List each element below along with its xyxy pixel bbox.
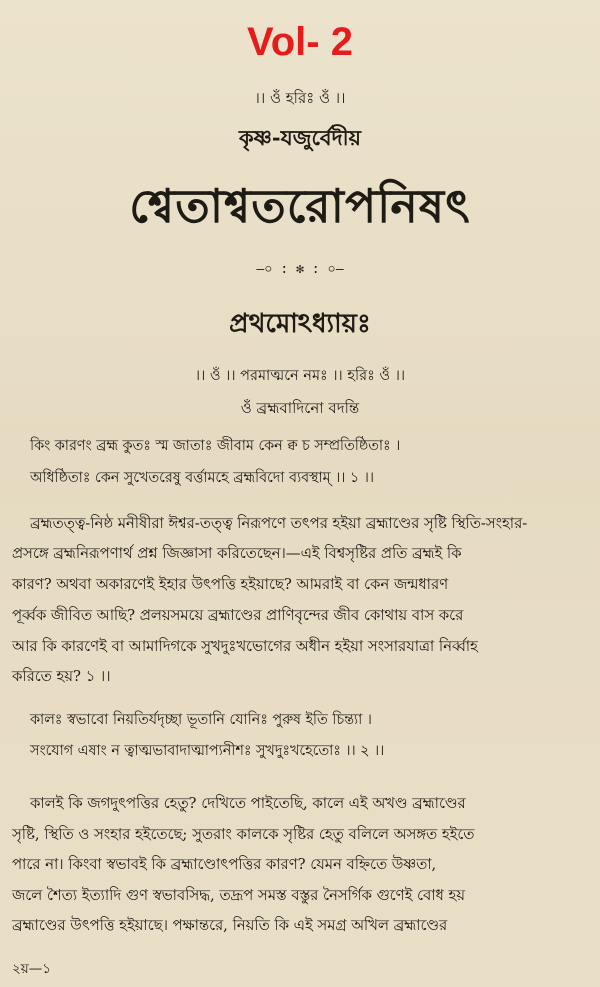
volume-label: Vol- 2 (247, 20, 353, 64)
chapter-heading: প্রথমোঽধ্যায়ঃ (229, 309, 371, 339)
verse-line: কালঃ স্বভাবো নিয়তির্যদৃচ্ছা ভূতানি যোনিঃ পুরুষ ইতি চিন্ত্যা । (30, 712, 372, 728)
commentary-line: পূর্ব্বক জীবিত আছি? প্রলয়সময়ে ব্রহ্মাণ্ডের প্রাণিবৃন্দের জীব কোথায় বাস করে (12, 607, 464, 624)
veda-heading: কৃষ্ণ-যজুর্বেদীয় (238, 125, 362, 150)
commentary-line: আর কি কারণেই বা আমাদিগকে সুখদুঃখভোগের অধীন হইয়া সংসারযাত্রা নির্ব্বাহ (12, 638, 478, 655)
commentary-line: জলে শৈত্য ইত্যাদি গুণ স্বভাবসিদ্ধ, তদ্রূপ সমস্ত বস্তুর নৈসর্গিক গুণেই বোধ হয় (12, 887, 465, 904)
commentary-line: ব্রহ্মাণ্ডের উৎপত্তি হইয়াছে। পক্ষান্তরে, নিয়তি কি এই সমগ্র অখিল ব্রহ্মাণ্ডের (12, 917, 448, 934)
commentary-line: করিতে হয়? ১ ।। (12, 668, 111, 685)
commentary-line: প্রসঙ্গে ব্রহ্মনিরূপণার্থ প্রশ্ন জিজ্ঞাসা করিতেছেন।—এই বিশ্বসৃষ্টির প্রতি ব্রহ্মই কি (12, 545, 462, 562)
brahmavadino-line: ওঁ ব্রহ্মবাদিনো বদন্তি (240, 399, 360, 417)
commentary-line: কারণ? অথবা অকারণেই ইহার উৎপত্তি হইয়াছে? আমরাই বা কেন জন্মধারণ (12, 576, 449, 593)
commentary-line: সৃষ্টি, স্থিতি ও সংহার হইতেছে; সুতরাং কালকে সৃষ্টির হেতু বলিলে অসঙ্গত হইতে (12, 826, 475, 843)
page-signature: ২য়—১ (12, 961, 51, 977)
verse-line: সংযোগ এষাং ন ত্বাত্মভাবাদাত্মাপ্যনীশঃ সুখদুঃখহেতোঃ ।। ২ ।। (30, 743, 385, 759)
invocation: ।। ওঁ হরিঃ ওঁ ।। (254, 89, 346, 107)
commentary-line: পারে না। কিংবা স্বভাবই কি ব্রহ্মাণ্ডোৎপত্তির কারণ? যেমন বহ্নিতে উষ্ণতা, (12, 856, 437, 873)
upanishad-title: শ্বেতাশ্বতরোপনিষৎ (129, 179, 471, 233)
ornament-divider: —০ : ✻ : ০— (256, 262, 344, 277)
commentary-line: ব্রহ্মতত্ত্ব-নিষ্ঠ মনীষীরা ঈশ্বর-তত্ত্ব নিরূপণে তৎপর হইয়া ব্রহ্মাণ্ডের সৃষ্টি স্থিতি-সংহার- (30, 515, 528, 532)
commentary-line: কালই কি জগদুৎপত্তির হেতু? দেখিতে পাইতেছি, কালে এই অখণ্ড ব্রহ্মাণ্ডের (30, 795, 466, 812)
verse-line: অধিষ্ঠিতাঃ কেন সুখেতরেষু বর্ত্তামহে ব্রহ্মবিদো ব্যবস্থাম্ ।। ১ ।। (30, 470, 374, 486)
verse-line: কিং কারণং ব্রহ্ম কুতঃ স্ম জাতাঃ জীবাম কেন ক্ব চ সম্প্রতিষ্ঠিতাঃ । (30, 438, 401, 454)
shanti-mantra: ।। ওঁ ।। পরমাত্মনে নমঃ ।। হরিঃ ওঁ ।। (194, 368, 406, 384)
